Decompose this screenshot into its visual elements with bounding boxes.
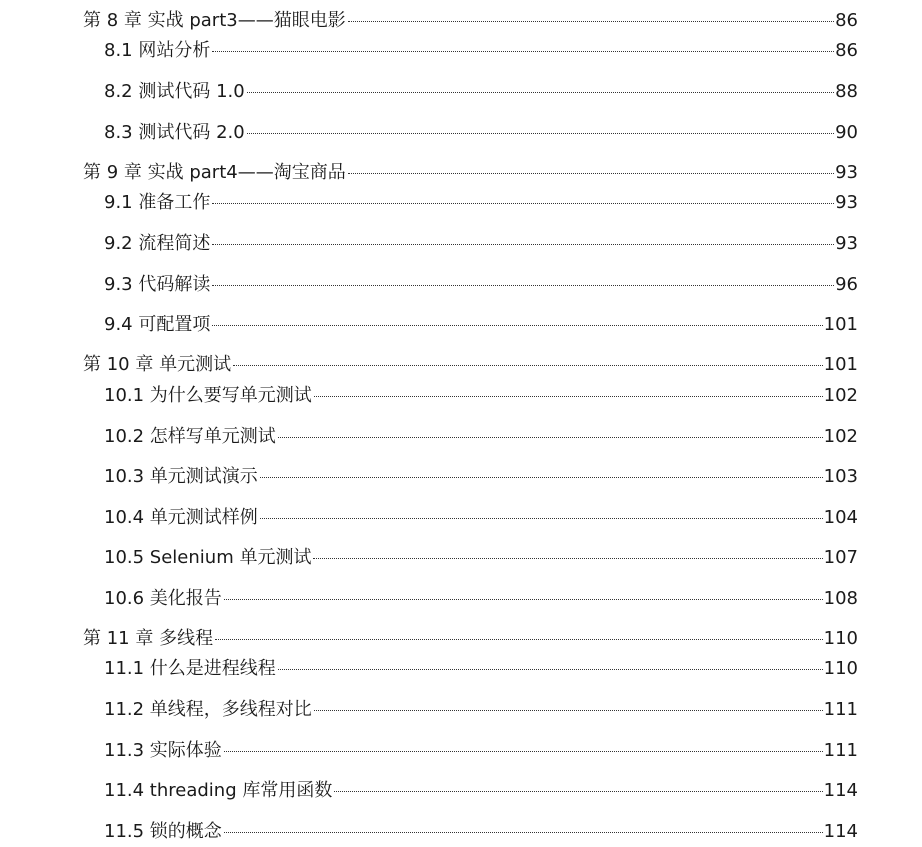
toc-entry-chapter-10[interactable] [83, 353, 858, 377]
toc-entry-page: 90 [835, 122, 858, 143]
dot-leader [314, 710, 823, 711]
toc-entry-section-10-1[interactable] [104, 384, 858, 408]
dot-leader [260, 518, 823, 519]
toc-entry-page: 101 [823, 354, 858, 375]
toc-entry-section-8-1[interactable] [104, 39, 858, 63]
toc-entry-title: 8.1 网站分析 [104, 40, 211, 61]
toc-entry-page: 107 [823, 547, 858, 568]
toc-entry-title: 11.4 threading 库常用函数 [104, 780, 333, 801]
toc-entry-page: 102 [823, 385, 858, 406]
dot-leader [247, 133, 834, 134]
toc-entry-page: 86 [835, 10, 858, 31]
toc-entry-title: 9.3 代码解读 [104, 274, 211, 295]
toc-entry-title: 10.2 怎样写单元测试 [104, 426, 276, 447]
toc-entry-title: 10.6 美化报告 [104, 588, 222, 609]
toc-entry-title: 第 11 章 多线程 [83, 628, 214, 649]
toc-entry-page: 111 [823, 740, 858, 761]
toc-entry-page: 88 [835, 81, 858, 102]
toc-entry-page: 103 [823, 466, 858, 487]
toc-entry-page: 110 [823, 658, 858, 679]
toc-entry-title: 8.3 测试代码 2.0 [104, 122, 245, 143]
toc-entry-page: 93 [835, 233, 858, 254]
toc-entry-section-11-1[interactable] [104, 657, 858, 681]
toc-entry-page: 93 [835, 162, 858, 183]
toc-entry-section-10-3[interactable] [104, 465, 858, 489]
toc-entry-section-10-5[interactable] [104, 546, 858, 570]
toc-entry-title: 10.3 单元测试演示 [104, 466, 258, 487]
toc-entry-section-10-2[interactable] [104, 425, 858, 449]
toc-entry-title: 11.2 单线程，多线程对比 [104, 699, 312, 720]
toc-entry-title: 9.2 流程简述 [104, 233, 211, 254]
toc-entry-title: 9.1 准备工作 [104, 192, 211, 213]
toc-entry-chapter-8[interactable] [83, 9, 858, 33]
toc-entry-page: 93 [835, 192, 858, 213]
toc-entry-title: 第 9 章 实战 part4——淘宝商品 [83, 162, 346, 183]
dot-leader [313, 558, 822, 559]
dot-leader [260, 477, 823, 478]
dot-leader [348, 173, 834, 174]
toc-entry-page: 108 [823, 588, 858, 609]
toc-entry-section-9-3[interactable] [104, 273, 858, 297]
toc-entry-title: 11.3 实际体验 [104, 740, 222, 761]
toc-entry-page: 86 [835, 40, 858, 61]
dot-leader [212, 244, 834, 245]
dot-leader [314, 396, 823, 397]
dot-leader [212, 285, 834, 286]
toc-entry-section-10-6[interactable] [104, 587, 858, 611]
toc-entry-section-9-2[interactable] [104, 232, 858, 256]
toc-entry-section-11-4[interactable] [104, 779, 858, 803]
toc-entry-page: 96 [835, 274, 858, 295]
toc-entry-page: 111 [823, 699, 858, 720]
toc-entry-chapter-9[interactable] [83, 161, 858, 185]
toc-entry-title: 10.5 Selenium 单元测试 [104, 547, 312, 568]
dot-leader [224, 751, 823, 752]
toc-entry-section-9-4[interactable] [104, 313, 858, 337]
toc-entry-section-9-1[interactable] [104, 191, 858, 215]
toc-entry-title: 8.2 测试代码 1.0 [104, 81, 245, 102]
toc-entry-section-8-3[interactable] [104, 121, 858, 145]
toc-entry-chapter-11[interactable] [83, 627, 858, 651]
toc-entry-title: 11.5 锁的概念 [104, 821, 222, 842]
toc-entry-section-8-2[interactable] [104, 80, 858, 104]
dot-leader [233, 365, 823, 366]
toc-entry-section-10-4[interactable] [104, 506, 858, 530]
toc-entry-title: 9.4 可配置项 [104, 314, 211, 335]
toc-entry-page: 114 [823, 821, 858, 842]
toc-entry-page: 110 [823, 628, 858, 649]
toc-entry-page: 102 [823, 426, 858, 447]
toc-entry-section-11-3[interactable] [104, 739, 858, 763]
dot-leader [247, 92, 834, 93]
dot-leader [212, 51, 834, 52]
toc-entry-title: 第 8 章 实战 part3——猫眼电影 [83, 10, 346, 31]
toc-entry-title: 11.1 什么是进程线程 [104, 658, 276, 679]
toc-entry-section-11-2[interactable] [104, 698, 858, 722]
toc-entry-page: 114 [823, 780, 858, 801]
dot-leader [224, 832, 823, 833]
dot-leader [334, 791, 822, 792]
dot-leader [224, 599, 823, 600]
dot-leader [278, 437, 823, 438]
dot-leader [348, 21, 834, 22]
toc-entry-page: 104 [823, 507, 858, 528]
toc-entry-title: 10.1 为什么要写单元测试 [104, 385, 312, 406]
toc-entry-title: 10.4 单元测试样例 [104, 507, 258, 528]
toc-entry-section-11-5[interactable] [104, 820, 858, 844]
dot-leader [212, 325, 822, 326]
dot-leader [212, 203, 834, 204]
toc-entry-title: 第 10 章 单元测试 [83, 354, 232, 375]
dot-leader [278, 669, 823, 670]
toc-entry-page: 101 [823, 314, 858, 335]
dot-leader [215, 639, 823, 640]
